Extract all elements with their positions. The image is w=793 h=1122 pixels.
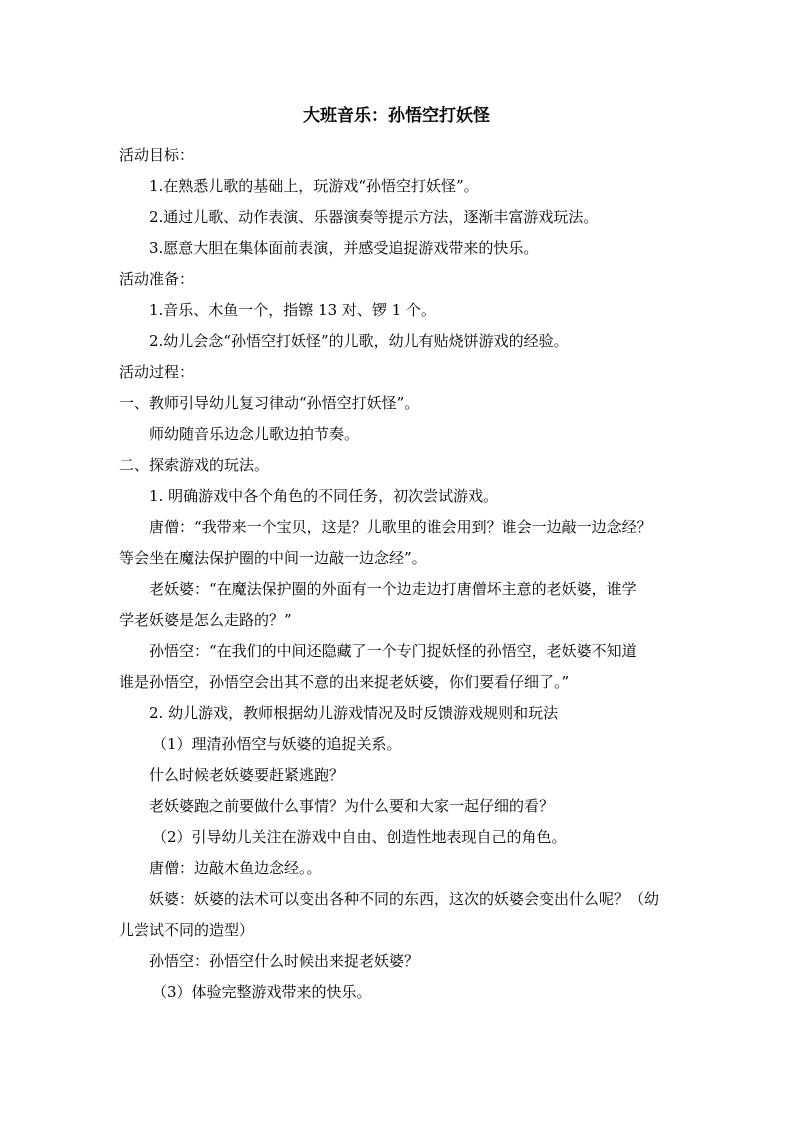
paragraph-line: 妖婆：妖婆的法术可以变出各种不同的东西，这次的妖婆会变出什么呢？（幼 (149, 890, 660, 908)
process-step-1: 一、教师引导幼儿复习律动“孙悟空打妖怪”。 (119, 394, 420, 412)
sub-point-1: （1）理清孙悟空与妖婆的追捉关系。 (152, 735, 402, 753)
paragraph-line: 唐僧：边敲木鱼边念经。。 (149, 859, 322, 877)
paragraph-line: 什么时候老妖婆要赶紧逃跑？ (149, 766, 345, 784)
document-title: 大班音乐：孙悟空打妖怪 (303, 106, 490, 126)
section-heading-preparation: 活动准备： (119, 270, 195, 288)
paragraph-line: 儿尝试不同的造型） (119, 921, 255, 939)
process-step-2: 二、探索游戏的玩法。 (119, 456, 270, 474)
paragraph-line: 学老妖婆是怎么走路的？” (119, 611, 292, 629)
paragraph-line: 师幼随音乐边念儿歌边拍节奏。 (149, 425, 360, 443)
sub-point-2: （2）引导幼儿关注在游戏中自由、创造性地表现自己的角色。 (152, 828, 567, 846)
paragraph-line: 老妖婆：“在魔法保护圈的外面有一个边走边打唐僧坏主意的老妖婆，谁学 (149, 580, 637, 598)
sub-step-2: 2. 幼儿游戏，教师根据幼儿游戏情况及时反馈游戏规则和玩法 (149, 704, 559, 722)
paragraph-line: 谁是孙悟空，孙悟空会出其不意的出来捉老妖婆，你们要看仔细了。” (119, 673, 570, 691)
paragraph-line: 等会坐在魔法保护圈的中间一边敲一边念经”。 (119, 549, 427, 567)
section-heading-process: 活动过程： (119, 363, 195, 381)
sub-step-1: 1. 明确游戏中各个角色的不同任务，初次尝试游戏。 (149, 487, 499, 505)
preparation-item-1: 1.音乐、木鱼一个，指镲 13 对、锣 1 个。 (149, 301, 437, 319)
goal-item-2: 2.通过儿歌、动作表演、乐器演奏等提示方法，逐渐丰富游戏玩法。 (149, 208, 599, 226)
section-heading-goals: 活动目标： (119, 146, 195, 164)
preparation-item-2: 2.幼儿会念“孙悟空打妖怪”的儿歌，幼儿有贴烧饼游戏的经验。 (149, 332, 569, 350)
paragraph-line: 唐僧：“我带来一个宝贝，这是？儿歌里的谁会用到？谁会一边敲一边念经？ (149, 518, 652, 536)
paragraph-line: 老妖婆跑之前要做什么事情？为什么要和大家一起仔细的看？ (149, 797, 555, 815)
sub-point-3: （3）体验完整游戏带来的快乐。 (152, 983, 372, 1001)
goal-item-3: 3.愿意大胆在集体面前表演，并感受追捉游戏带来的快乐。 (149, 239, 539, 257)
paragraph-line: 孙悟空：“在我们的中间还隐藏了一个专门捉妖怪的孙悟空，老妖婆不知道 (149, 642, 637, 660)
goal-item-1: 1.在熟悉儿歌的基础上，玩游戏“孙悟空打妖怪”。 (149, 177, 479, 195)
paragraph-line: 孙悟空：孙悟空什么时候出来捉老妖婆？ (149, 952, 420, 970)
